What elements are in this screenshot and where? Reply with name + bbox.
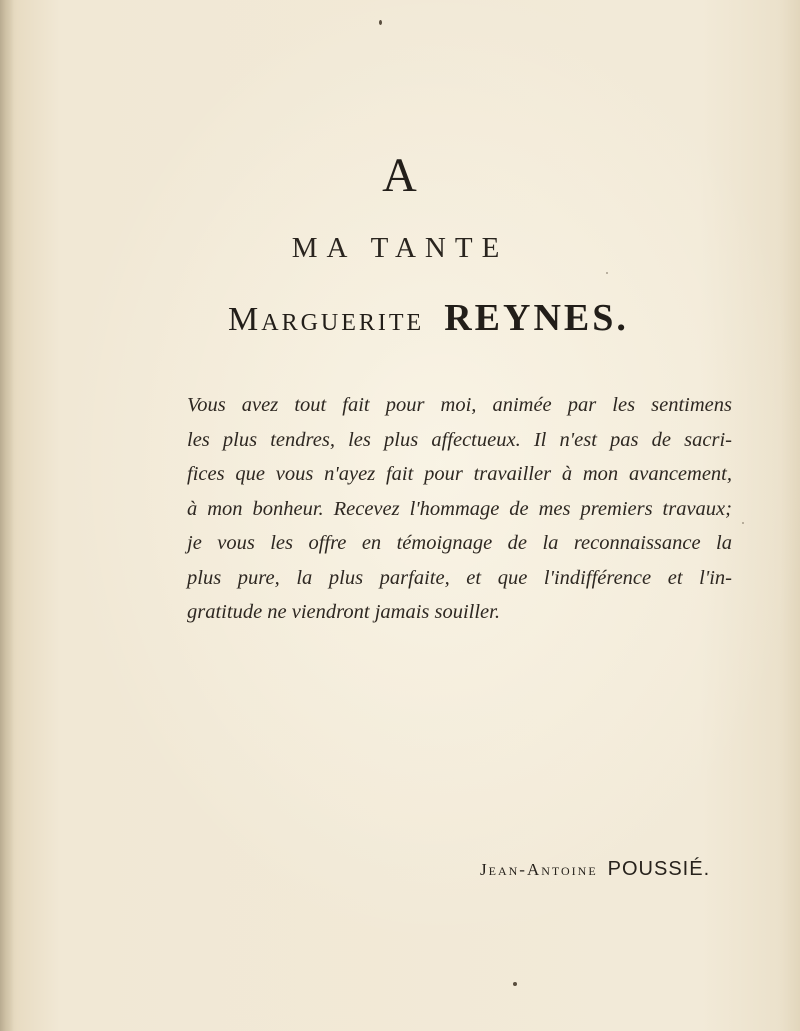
- dedication-line: les plus tendres, les plus affectueux. Il n'est pas de sacri-: [187, 428, 732, 451]
- paper-speck: [379, 20, 382, 25]
- paper-speck: [606, 272, 608, 274]
- dedication-text: [187, 388, 732, 630]
- heading-ma-tante: MA TANTE: [291, 232, 509, 264]
- dedication-line: gratitude ne viendront jamais souiller.: [187, 601, 500, 623]
- dedication-line: à mon bonheur. Recevez l'hommage de mes premiers travaux;: [187, 497, 732, 520]
- dedication-line: je vous les offre en témoignage de la reconnaissance la: [187, 532, 732, 554]
- paper-speck: [513, 982, 517, 986]
- dedication-line: Vous avez tout fait pour moi, animée par les sentimens: [187, 394, 732, 416]
- heading-last-name: REYNES.: [444, 297, 629, 339]
- signature-given-names: Jean-Antoine: [480, 860, 598, 879]
- dedication-line: plus pure, la plus parfaite, et que l'indifférence et l'in-: [187, 566, 732, 589]
- signature-surname: POUSSIÉ.: [607, 858, 711, 880]
- heading-name: [228, 296, 668, 340]
- paper-speck: [742, 522, 744, 524]
- signature: [480, 858, 710, 881]
- heading-first-name: Marguerite: [228, 301, 425, 338]
- dedication-line: fices que vous n'ayez fait pour travailler à mon avancement,: [187, 463, 732, 485]
- heading-a: A: [382, 149, 418, 202]
